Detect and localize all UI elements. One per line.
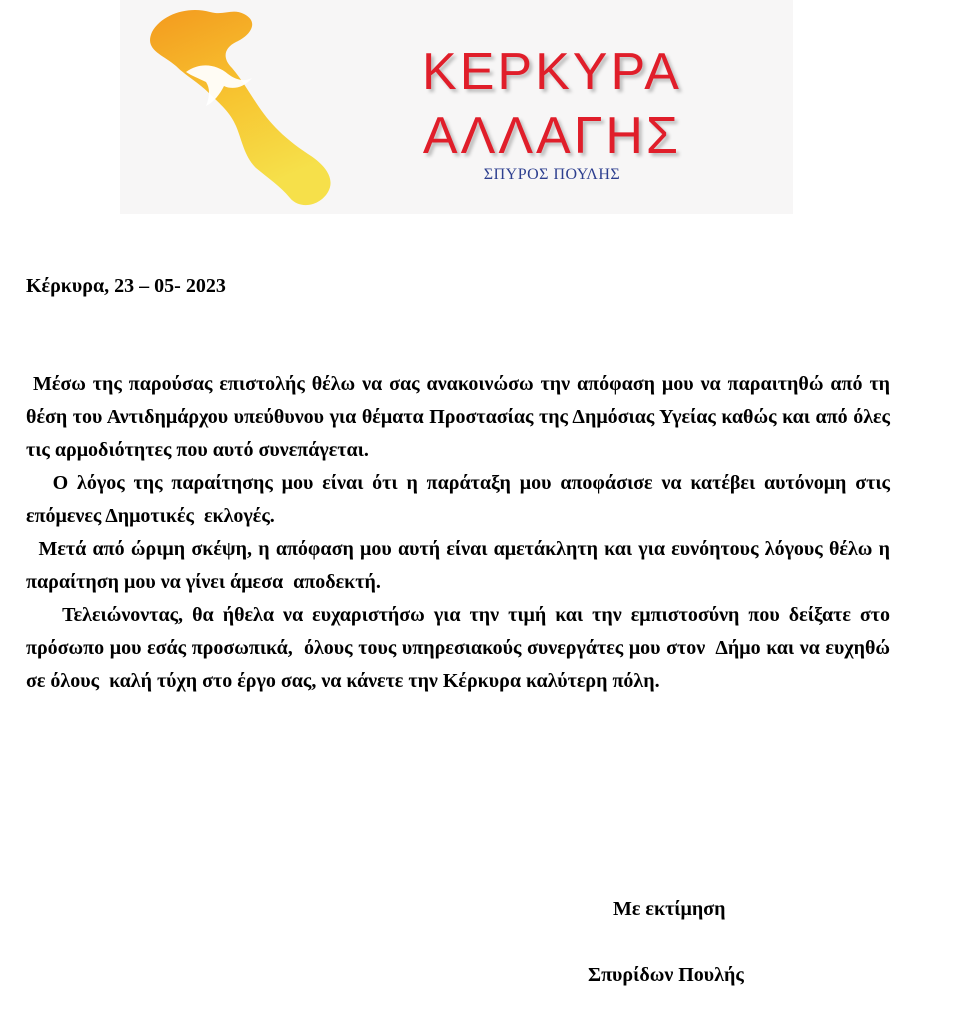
brand-title <box>382 40 722 168</box>
letter-body <box>26 368 896 698</box>
paragraph: Μέσω της παρούσας επιστολής θέλω να σας ανακοινώσω την απόφαση μου να παραιτηθώ από τη θέση του Αντιδημάρχου υπεύθυνου για θέματα Προστασίας της Δημόσιας Υγείας καθώς και από όλες τις αρμοδιότητες που αυτό συνεπάγεται. <box>26 373 896 461</box>
brand-title-line2: ΑΛΛΑΓΗΣ <box>422 107 682 165</box>
paragraph: Μετά από ώριμη σκέψη, η απόφαση μου αυτή είναι αμετάκλητη και για ευνόητους λόγους θέλω η παραίτηση μου να γίνει άμεσα αποδεκτή. <box>26 538 896 593</box>
letter-date: Κέρκυρα, 23 – 05- 2023 <box>26 275 226 297</box>
paragraph: Τελειώνοντας, θα ήθελα να ευχαριστήσω για την τιμή και την εμπιστοσύνη που δείξατε στο πρόσωπο μου εσάς προσωπικά, όλους τους υπηρεσιακούς συνεργάτες μου στον Δήμο και να ευχηθώ σε όλους καλή τύχη στο έργο σας, να κάνετε την Κέρκυρα καλύτερη πόλη. <box>26 604 895 692</box>
corfu-island-dove-icon <box>140 2 370 214</box>
letterhead <box>120 0 793 214</box>
closing-line: Με εκτίμηση <box>613 898 726 920</box>
brand-subtitle: ΣΠΥΡΟΣ ΠΟΥΛΗΣ <box>483 166 621 183</box>
paragraph: Ο λόγος της παραίτησης μου είναι ότι η παράταξη μου αποφάσισε να κατέβει αυτόνομη στις επόμενες Δημοτικές εκλογές. <box>26 472 895 527</box>
brand-title-line1: ΚΕΡΚΥΡΑ <box>422 43 682 101</box>
signature-name: Σπυρίδων Πουλής <box>588 964 744 986</box>
